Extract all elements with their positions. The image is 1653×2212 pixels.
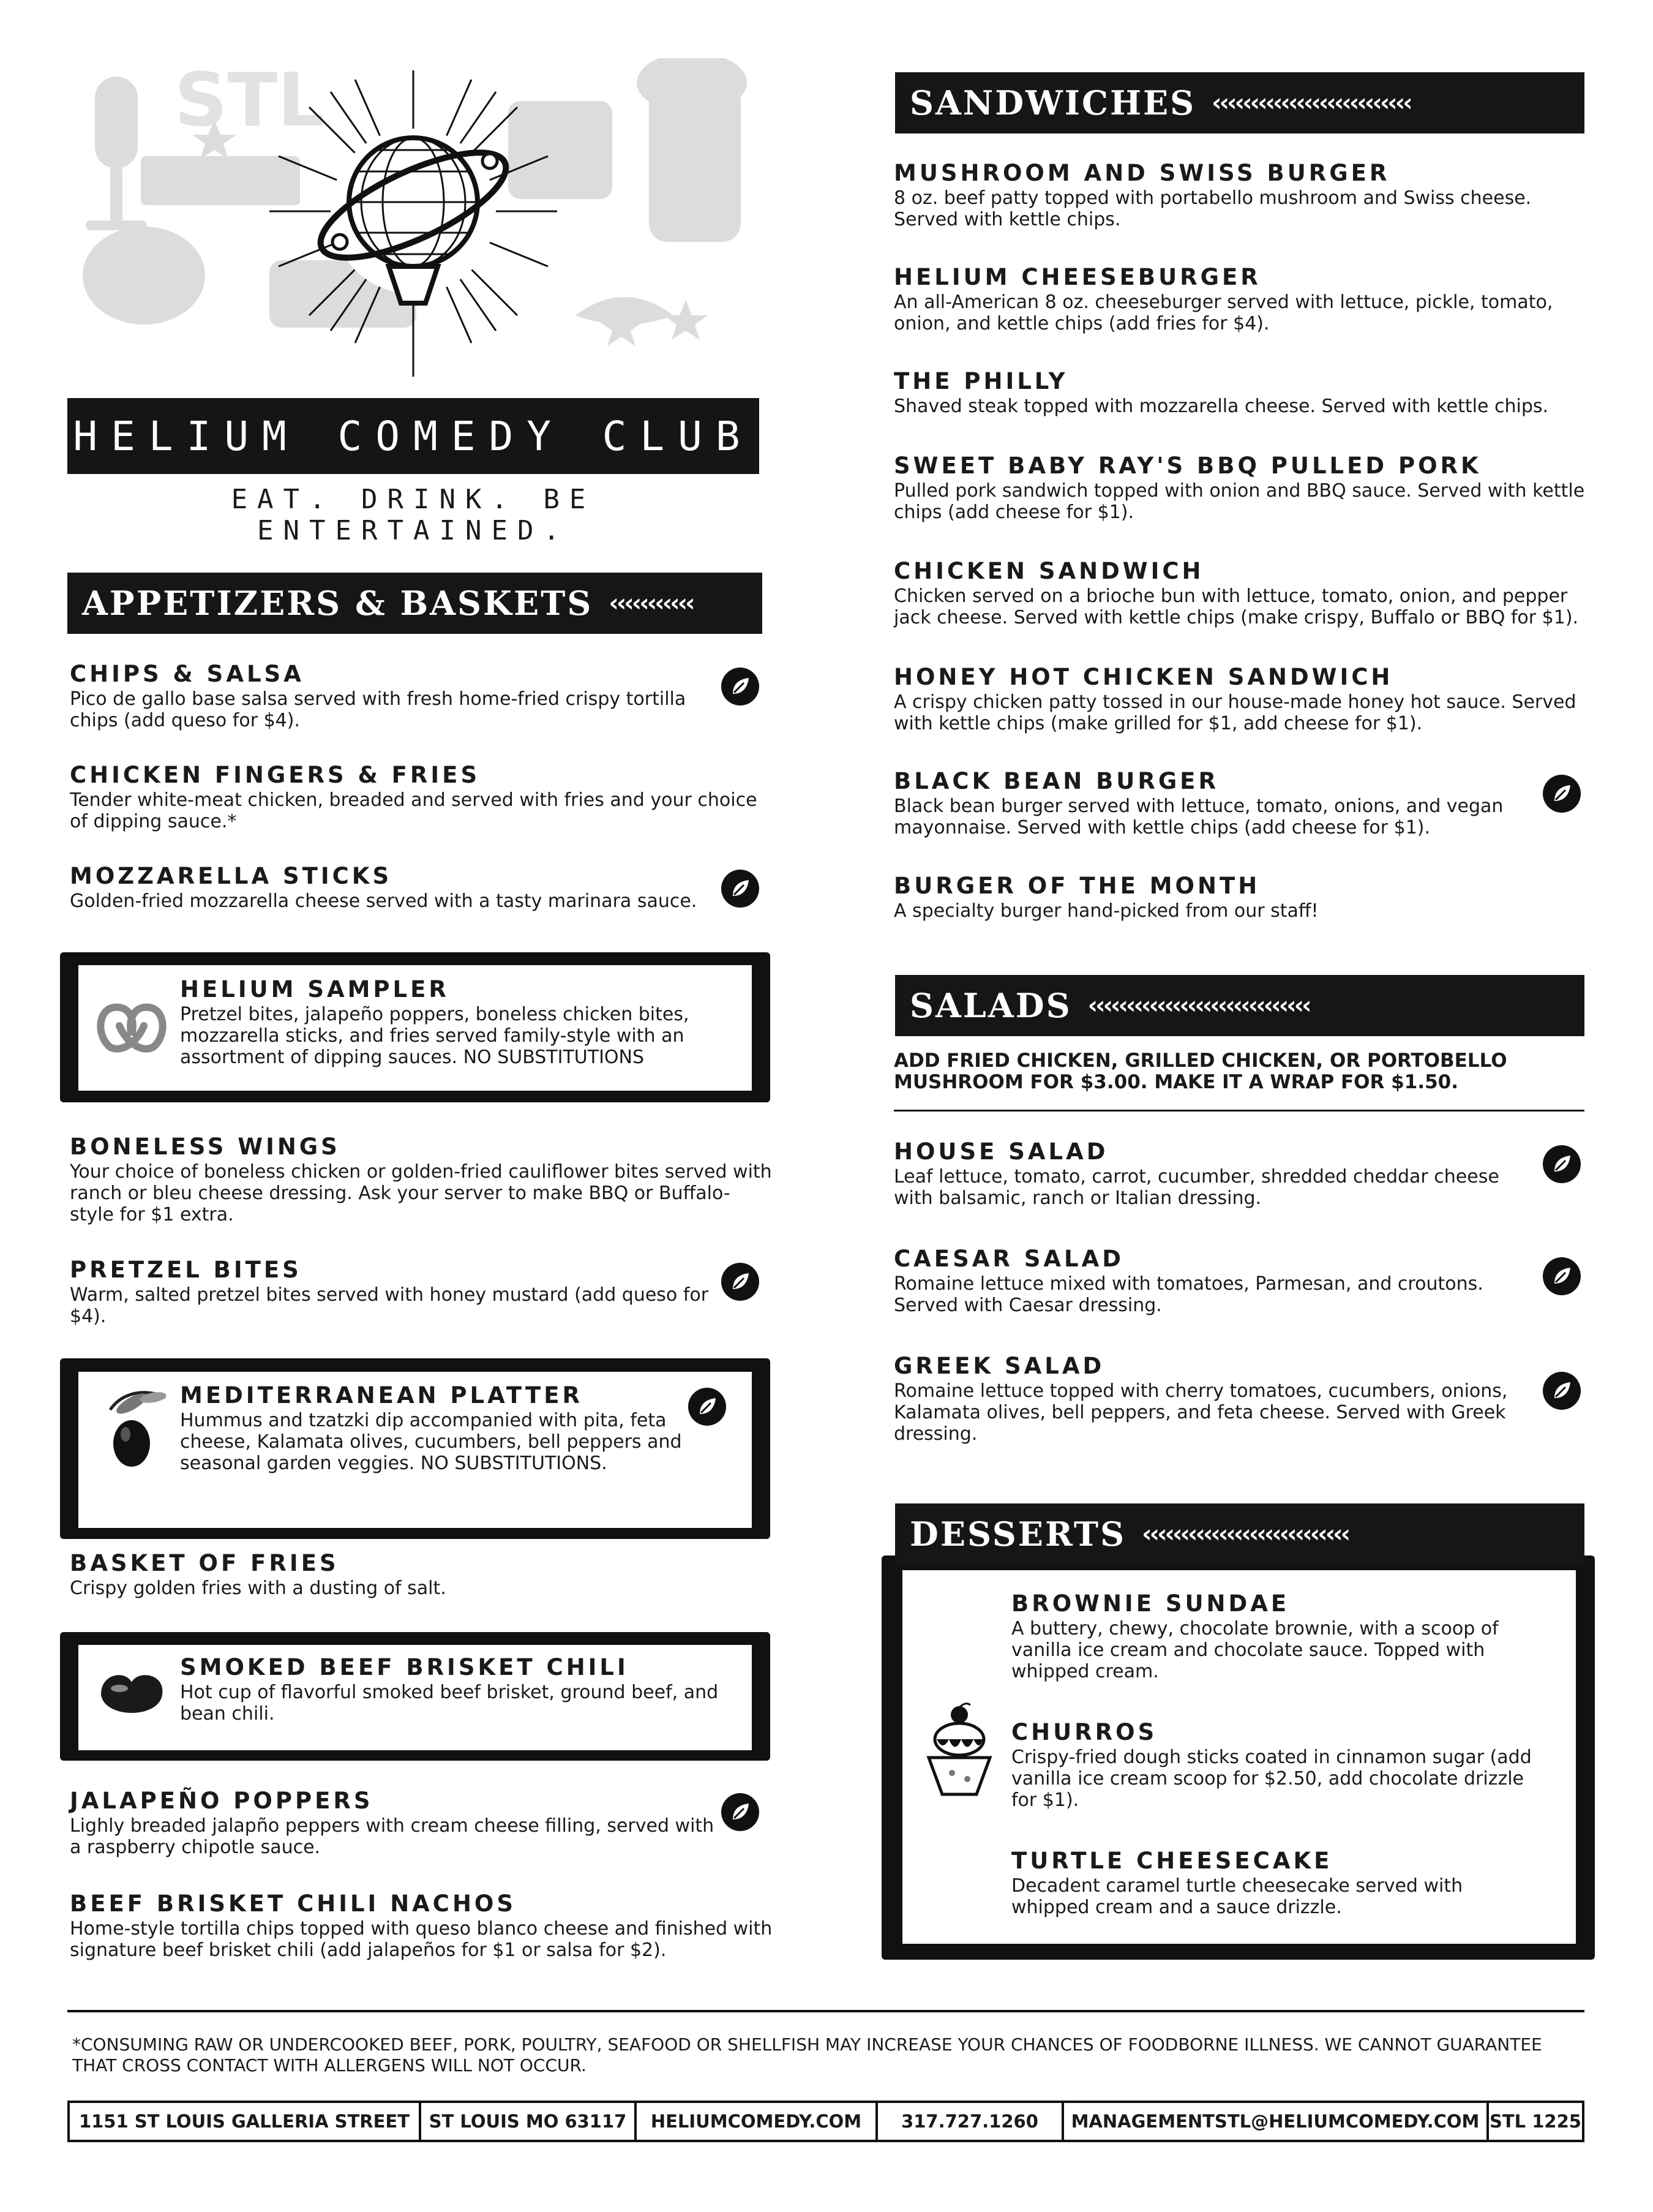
menu-item-chips-salsa [70,661,707,731]
item-name: CHICKEN FINGERS & FRIES [70,762,481,788]
logo-graphic [67,58,759,389]
item-name: TURTLE CHEESECAKE [1011,1848,1333,1874]
item-desc: Shaved steak topped with mozzarella cheese. Served with kettle chips. [894,396,1549,417]
item-name: BONELESS WINGS [70,1134,340,1160]
appetizers-header [67,573,762,634]
item-desc: Decadent caramel turtle cheesecake served with whipped cream and a sauce drizzle. [1011,1875,1463,1918]
city: ST LOUIS MO 63117 [421,2103,637,2140]
item-name: BROWNIE SUNDAE [1011,1590,1290,1617]
leaf-icon [1543,775,1581,813]
food-safety-disclaimer: *CONSUMING RAW OR UNDERCOOKED BEEF, PORK, POULTRY, SEAFOOD OR SHELLFISH MAY INCREASE YOUR CHANCES OF FOODBORNE ILLNESS. WE CANNOT GUARANTEE THAT CROSS CONTACT WITH ALLERGENS WILL NOT OCCUR. [72,2034,1542,2075]
menu-item-brisket-chili [180,1655,743,1725]
email-link[interactable]: MANAGEMENTSTL@HELIUMCOMEDY.COM [1064,2103,1489,2140]
item-desc: A specialty burger hand-picked from our staff! [894,900,1319,922]
sandwiches-header [895,72,1584,134]
item-name: HOUSE SALAD [894,1138,1109,1165]
item-desc: Pico de gallo base salsa served with fresh home-fried crispy tortilla chips (add queso for $4). [70,688,686,731]
sundae-icon [921,1702,1001,1803]
item-name: CHICKEN SANDWICH [894,558,1204,584]
item-name: CHURROS [1011,1719,1158,1745]
salads-header [895,975,1584,1036]
footer-divider [67,2010,1584,2012]
menu-item-caesar-salad [894,1246,1531,1316]
item-name: HELIUM CHEESEBURGER [894,264,1261,290]
leaf-icon [721,668,759,705]
item-desc: Warm, salted pretzel bites served with honey mustard (add queso for $4). [70,1284,709,1327]
item-desc: Crispy-fried dough sticks coated in cinnamon sugar (add vanilla ice cream scoop for $2.50, add chocolate drizzle for $1). [1011,1747,1532,1811]
item-desc: Hummus and tzatzki dip accompanied with pita, feta cheese, Kalamata olives, cucumbers, bell peppers and seasonal garden veggies. NO SUBSTITUTIONS. [180,1410,682,1474]
item-name: BURGER OF THE MONTH [894,873,1261,899]
menu-item-chicken-fingers [70,762,768,832]
item-name: BEEF BRISKET CHILI NACHOS [70,1890,517,1917]
salads-divider [894,1110,1584,1112]
item-name: BLACK BEAN BURGER [894,768,1219,794]
menu-item-chili-nachos [70,1891,774,1961]
chevron-decoration: ‹‹‹‹‹‹‹‹‹‹‹‹‹‹‹‹‹‹‹‹‹‹‹‹‹‹‹ [1142,1520,1349,1548]
club-name-banner: HELIUM COMEDY CLUB [67,398,759,474]
menu-item-basket-of-fries [70,1551,743,1599]
menu-item-honey-hot-chicken [894,664,1586,734]
menu-item-brownie-sundae [1011,1591,1526,1682]
item-desc: 8 oz. beef patty topped with portabello mushroom and Swiss cheese. Served with kettle chips. [894,187,1532,230]
menu-item-mushroom-swiss [894,160,1586,230]
menu-item-greek-salad [894,1353,1531,1445]
menu-item-chicken-sandwich [894,559,1586,628]
tagline: EAT. DRINK. BE ENTERTAINED. [231,484,596,546]
item-desc: Home-style tortilla chips topped with queso blanco cheese and finished with signature beef brisket chili (add jalapeños for $1 or salsa for $2). [70,1918,773,1961]
address: 1151 ST LOUIS GALLERIA STREET [70,2103,421,2140]
contact-bar [67,2101,1584,2142]
leaf-icon [1543,1372,1581,1410]
appetizers-title: APPETIZERS & BASKETS [82,584,593,623]
logo-stl-text: STL [174,58,324,143]
desserts-header [895,1503,1584,1565]
item-desc: Pulled pork sandwich topped with onion and BBQ sauce. Served with kettle chips (add cheese for $1). [894,480,1585,523]
item-desc: Pretzel bites, jalapeño poppers, boneless chicken bites, mozzarella sticks, and fries served family-style with an assortment of dipping sauces. NO SUBSTITUTIONS [180,1004,689,1068]
menu-item-pretzel-bites [70,1257,719,1327]
olive-icon [98,1385,171,1473]
leaf-icon [721,1263,759,1301]
sandwiches-title: SANDWICHES [910,83,1196,122]
bean-icon [95,1667,168,1725]
item-name: THE PHILLY [894,368,1068,394]
item-desc: Chicken served on a brioche bun with lettuce, tomato, onion, and pepper jack cheese. Served with kettle chips (make crispy, Buffalo or BBQ for $1). [894,585,1579,628]
menu-item-helium-sampler [180,977,731,1068]
item-name: PRETZEL BITES [70,1257,302,1283]
item-desc: Crispy golden fries with a dusting of salt. [70,1578,446,1599]
item-name: MUSHROOM AND SWISS BURGER [894,160,1390,186]
item-desc: Lighly breaded jalapño peppers with cream cheese filling, served with a raspberry chipotle sauce. [70,1815,714,1858]
menu-item-jalapeno-poppers [70,1788,719,1858]
item-desc: Hot cup of flavorful smoked beef brisket, ground beef, and bean chili. [180,1682,719,1725]
menu-code: STL 1225 [1490,2111,1581,2132]
chevron-decoration: ‹‹‹‹‹‹‹‹‹‹‹‹‹‹‹‹‹‹‹‹‹‹‹‹‹‹‹‹‹ [1087,991,1310,1020]
item-name: SMOKED BEEF BRISKET CHILI [180,1654,629,1680]
leaf-icon [1543,1257,1581,1295]
phone-number[interactable]: 317.727.1260 [878,2103,1064,2140]
menu-item-bbq-pulled-pork [894,453,1586,523]
item-desc: Your choice of boneless chicken or golden-fried cauliflower bites served with ranch or bleu cheese dressing. Ask your server to make BBQ or Buffalo-style for $1 extra. [70,1161,772,1225]
menu-item-mediterranean-platter [180,1383,682,1474]
leaf-icon [688,1388,726,1426]
salads-addon-note: ADD FRIED CHICKEN, GRILLED CHICKEN, OR PORTOBELLO MUSHROOM FOR $3.00. MAKE IT A WRAP FOR $1.50. [894,1050,1507,1093]
item-name: CAESAR SALAD [894,1246,1124,1272]
menu-item-helium-cheeseburger [894,265,1586,334]
menu-item-mozzarella-sticks [70,863,719,912]
menu-item-churros [1011,1720,1544,1811]
menu-item-the-philly [894,369,1586,417]
item-name: MEDITERRANEAN PLATTER [180,1382,583,1409]
item-name: SWEET BABY RAY'S BBQ PULLED PORK [894,453,1482,479]
pretzel-icon [92,992,171,1062]
chevron-decoration: ‹‹‹‹‹‹‹‹‹‹‹‹‹‹‹‹‹‹‹‹‹‹‹‹‹‹ [1212,89,1411,117]
item-name: HELIUM SAMPLER [180,976,449,1003]
menu-item-burger-of-the-month [894,873,1586,922]
leaf-icon [721,1793,759,1831]
item-name: BASKET OF FRIES [70,1550,339,1576]
website-link[interactable]: HELIUMCOMEDY.COM [637,2103,878,2140]
menu-item-turtle-cheesecake [1011,1848,1544,1918]
item-desc: An all-American 8 oz. cheeseburger served with lettuce, pickle, tomato, onion, and kettle chips (add fries for $4). [894,292,1553,334]
salads-title: SALADS [910,986,1072,1025]
item-desc: Leaf lettuce, tomato, carrot, cucumber, shredded cheddar cheese with balsamic, ranch or Italian dressing. [894,1166,1499,1209]
item-name: JALAPEÑO POPPERS [70,1788,373,1814]
item-desc: Romaine lettuce mixed with tomatoes, Parmesan, and croutons. Served with Caesar dressing. [894,1273,1483,1316]
chevron-decoration: ‹‹‹‹‹‹‹‹‹‹‹ [609,589,693,617]
desserts-title: DESSERTS [910,1514,1126,1554]
item-desc: A buttery, chewy, chocolate brownie, with a scoop of vanilla ice cream and chocolate sauce. Topped with whipped cream. [1011,1618,1499,1682]
item-desc: Romaine lettuce topped with cherry tomatoes, cucumbers, onions, Kalamata olives, bell peppers, and feta cheese. Served with Greek dressing. [894,1380,1508,1445]
item-name: CHIPS & SALSA [70,661,304,687]
menu-item-house-salad [894,1139,1531,1209]
item-name: HONEY HOT CHICKEN SANDWICH [894,664,1393,690]
leaf-icon [1543,1145,1581,1183]
item-desc: A crispy chicken patty tossed in our house-made honey hot sauce. Served with kettle chips (make grilled for $1, add cheese for $1). [894,691,1576,734]
item-desc: Golden-fried mozzarella cheese served with a tasty marinara sauce. [70,890,697,912]
item-name: GREEK SALAD [894,1353,1105,1379]
leaf-icon [721,870,759,908]
item-name: MOZZARELLA STICKS [70,863,392,889]
item-desc: Black bean burger served with lettuce, tomato, onions, and vegan mayonnaise. Served with kettle chips (add cheese for $1). [894,796,1504,838]
menu-item-boneless-wings [70,1134,774,1225]
item-desc: Tender white-meat chicken, breaded and served with fries and your choice of dipping sauce.* [70,789,757,832]
menu-item-black-bean-burger [894,769,1531,838]
